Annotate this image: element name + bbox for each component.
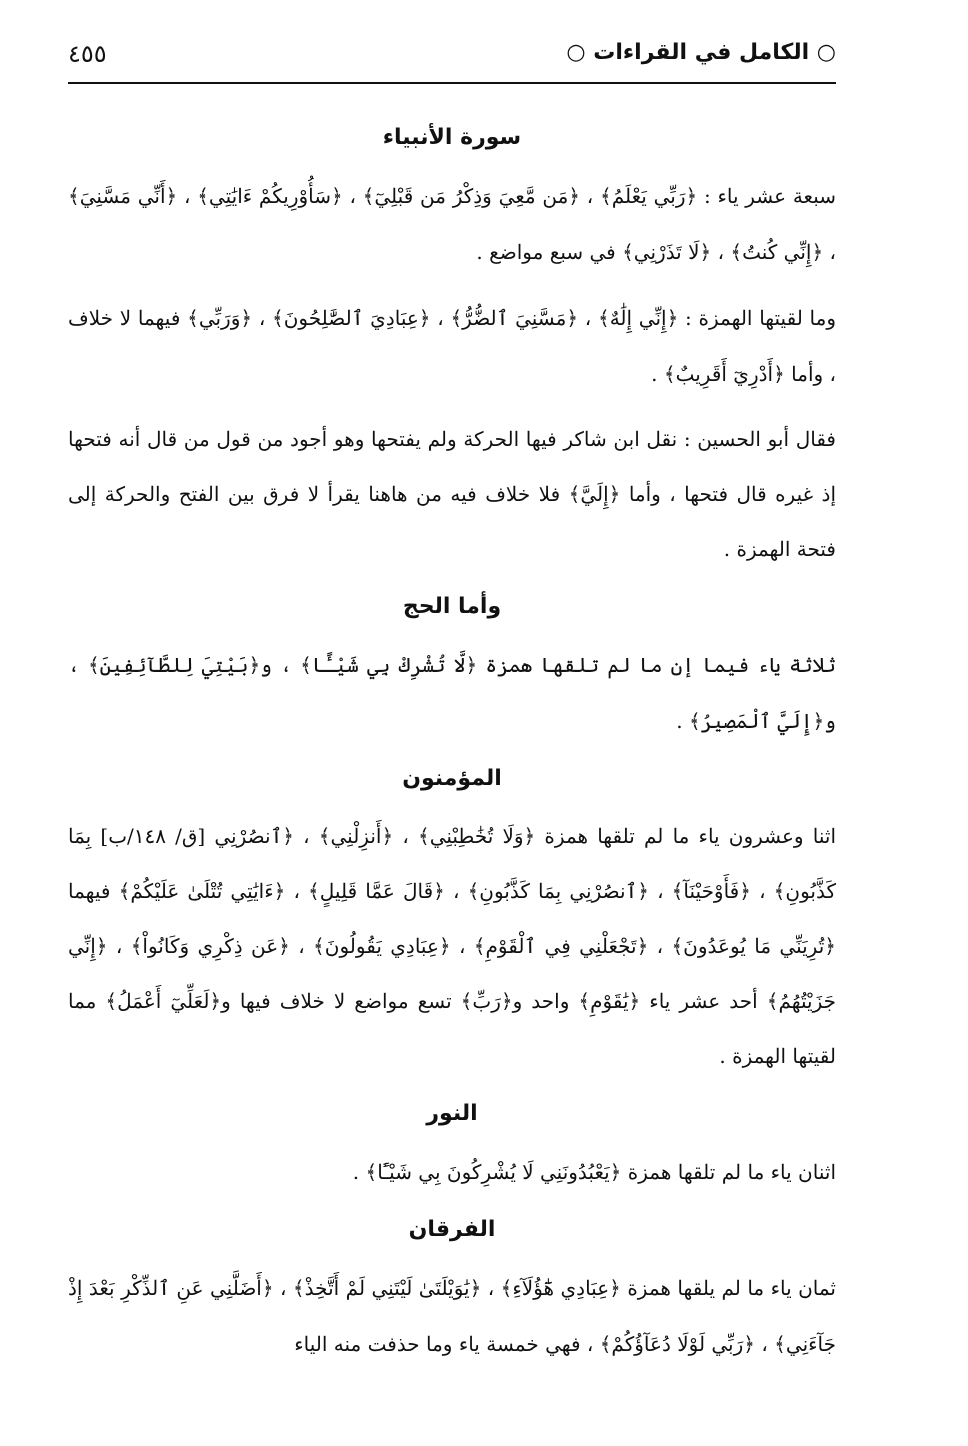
paragraph: سبعة عشر ياء : ﴿رَبِّي يَعْلَمُ﴾ ، ﴿مَن مَّعِيَ وَذِكْرُ مَن قَبْلِيٓ﴾ ، ﴿سَأُوْرِيكُمْ ءَايَٰتِي﴾ ، ﴿أَنِّي مَسَّنِيَ﴾ ، ﴿إِنِّي كُنتُ﴾ ، ﴿لَا تَذَرْنِي﴾ في سبع مواضع . bbox=[68, 184, 836, 264]
paragraph: ثمان ياء ما لم يلقها همزة ﴿عِبَادِي هَٰٓؤُلَآءِ﴾ ، ﴿يَٰوَيْلَتَىٰ لَيْتَنِي لَمْ أَتَّخِذْ﴾ ، ﴿أَضَلَّنِي عَنِ ٱلذِّكْرِ بَعْدَ إِذْ جَآءَنِي﴾ ، ﴿رَبِّي لَوْلَا دُعَآؤُكُمْ﴾ ، فهي خمسة ياء وما حذفت منه الياء bbox=[68, 1276, 836, 1356]
paragraph: ثلاثة ياء فيما إن ما لم تلقها همزة ﴿لَّا تُشْرِكْ بِي شَيْـًٔا﴾ ، و﴿بَيْتِيَ لِلطَّآئِفِينَ﴾ ، و﴿إِلَيَّ ٱلْمَصِيرُ﴾ . bbox=[68, 653, 836, 733]
paragraph: اثنا وعشرون ياء ما لم تلقها همزة ﴿وَلَا تُخَٰطِبْنِي﴾ ، ﴿أَنزِلْنِي﴾ ، ﴿ٱنصُرْنِي [ق/ ١٤٨/ب] بِمَا كَذَّبُونِ﴾ ، ﴿فَأَوْحَيْنَآ﴾ ، ﴿ٱنصُرْنِي بِمَا كَذَّبُونِ﴾ ، ﴿قَالَ عَمَّا قَلِيلٍ﴾ ، ﴿ءَايَٰتِي تُتْلَىٰ عَلَيْكُمْ﴾ فيهما ﴿تُرِيَنِّي مَا يُوعَدُونَ﴾ ، ﴿تَجْعَلْنِي فِي ٱلْقَوْمِ﴾ ، ﴿عِبَادِي يَقُولُونَ﴾ ، ﴿عَن ذِكْرِي وَكَانُواْ﴾ ، ﴿إِنِّي جَزَيْتُهُمُ﴾ أحد عشر ياء ﴿يَٰقَوْمِ﴾ واحد و﴿رَبِّ﴾ تسع مواضع لا خلاف فيها و﴿لَعَلِّيٓ أَعْمَلُ﴾ مما لقيتها الهمزة . bbox=[68, 824, 836, 1068]
section-title-muminun: المؤمنون bbox=[402, 766, 502, 791]
page-number: ٤٥٥ bbox=[68, 40, 107, 68]
running-title: ○ الكامل في القراءات ○ bbox=[566, 40, 836, 65]
page-header bbox=[68, 38, 836, 84]
paragraph: فقال أبو الحسين : نقل ابن شاكر فيها الحركة ولم يفتحها وهو أجود من قول من قال أنه فتحها إذ غيره قال فتحها ، وأما ﴿إِلَيَّ﴾ فلا خلاف فيه من هاهنا يقرأ لا فرق بين الفتح والحركة إلى فتحة الهمزة . bbox=[68, 427, 837, 561]
section-title-furqan: الفرقان bbox=[408, 1217, 496, 1242]
paragraph: وما لقيتها الهمزة : ﴿إِنِّي إِلَٰهٌ﴾ ، ﴿مَسَّنِيَ ٱلضُّرُّ﴾ ، ﴿عِبَادِيَ ٱلصَّٰلِحُونَ﴾ ، ﴿وَرَبِّي﴾ فيهما لا خلاف ، وأما ﴿أَدْرِيٓ أَقَرِيبٌ﴾ . bbox=[68, 306, 836, 386]
page-body bbox=[68, 118, 836, 1382]
section-title-anbiya: سورة الأنبياء bbox=[382, 125, 522, 150]
section-title-nur: النور bbox=[426, 1101, 478, 1126]
section-title-hajj: وأما الحج bbox=[402, 594, 502, 619]
paragraph: اثنان ياء ما لم تلقها همزة ﴿يَعْبُدُونَنِي لَا يُشْرِكُونَ بِي شَيْـًٔا﴾ . bbox=[352, 1160, 836, 1184]
